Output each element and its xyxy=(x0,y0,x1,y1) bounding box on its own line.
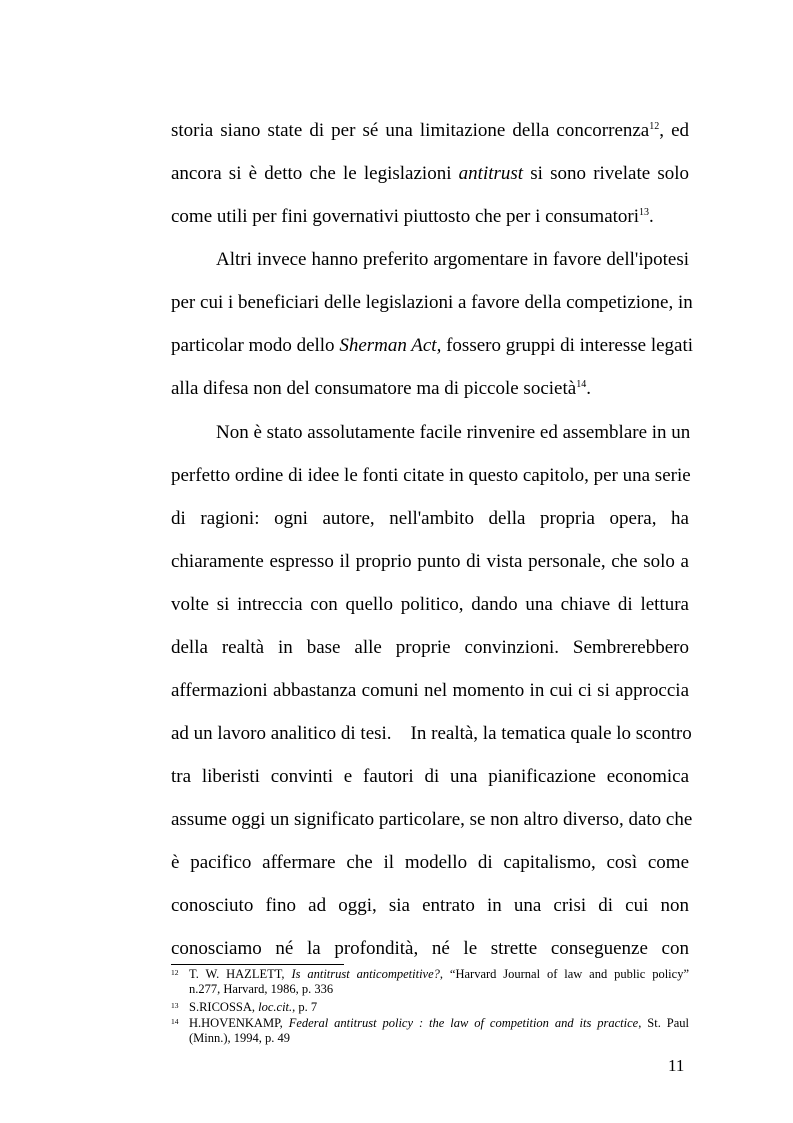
body-line: affermazioni abbastanza comuni nel momento in cui ci si approccia xyxy=(171,680,689,701)
footnote-number: 14 xyxy=(171,1017,179,1026)
footnote-number: 13 xyxy=(171,1001,179,1010)
footnote-separator xyxy=(171,964,344,965)
body-line: per cui i beneficiari delle legislazioni a favore della competizione, in xyxy=(171,292,693,313)
body-line: volte si intreccia con quello politico, dando una chiave di lettura xyxy=(171,594,689,615)
body-line: tra liberisti convinti e fautori di una pianificazione economica xyxy=(171,766,689,787)
body-line: è pacifico affermare che il modello di capitalismo, così come xyxy=(171,852,689,873)
body-line: conosciuto fino ad oggi, sia entrato in una crisi di cui non xyxy=(171,895,689,916)
paragraph-start: Altri invece hanno preferito argomentare in favore dell'ipotesi xyxy=(216,249,689,270)
footnote-14: H.HOVENKAMP, Federal antitrust policy : the law of competition and its practice, St. Paul xyxy=(189,1016,689,1030)
body-line: assume oggi un significato particolare, se non altro diverso, dato che xyxy=(171,809,693,830)
footnote-12-continued: n.277, Harvard, 1986, p. 336 xyxy=(189,982,334,996)
footnote-ref-13[interactable]: 13 xyxy=(639,207,650,218)
body-line: particolar modo dello Sherman Act, fossero gruppi di interesse legati xyxy=(171,335,694,356)
body-line: della realtà in base alle proprie convinzioni. Sembrerebbero xyxy=(171,637,689,658)
body-line: come utili per fini governativi piuttosto che per i consumatori$^{13}$. xyxy=(171,206,654,227)
footnote-ref-12[interactable]: 12 xyxy=(649,121,660,132)
footnote-14-continued: (Minn.), 1994, p. 49 xyxy=(189,1031,291,1045)
footnote-number: 12 xyxy=(171,968,179,977)
body-line: chiaramente espresso il proprio punto di vista personale, che solo a xyxy=(171,551,689,572)
body-line: conosciamo né la profondità, né le strette conseguenze con xyxy=(171,938,689,959)
footnote-ref-14[interactable]: 14 xyxy=(576,379,587,390)
body-line: ad un lavoro analitico di tesi. In realtà, la tematica quale lo scontro xyxy=(171,723,692,744)
body-line: perfetto ordine di idee le fonti citate in questo capitolo, per una serie xyxy=(171,465,691,486)
paragraph-start: Non è stato assolutamente facile rinvenire ed assemblare in un xyxy=(216,422,691,443)
body-line: alla difesa non del consumatore ma di piccole società$^{14}$. xyxy=(171,378,591,399)
page-number: 11 xyxy=(668,1056,685,1075)
footnote-12: T. W. HAZLETT, Is antitrust anticompetitive?, “Harvard Journal of law and public policy” xyxy=(189,967,689,981)
footnote-13: S.RICOSSA, loc.cit., p. 7 xyxy=(189,1000,318,1014)
body-line: ancora si è detto che le legislazioni antitrust si sono rivelate solo xyxy=(171,163,690,184)
body-line: storia siano state di per sé una limitazione della concorrenza$^{12}$, ed xyxy=(171,120,689,141)
body-line: di ragioni: ogni autore, nell'ambito della propria opera, ha xyxy=(171,508,689,529)
